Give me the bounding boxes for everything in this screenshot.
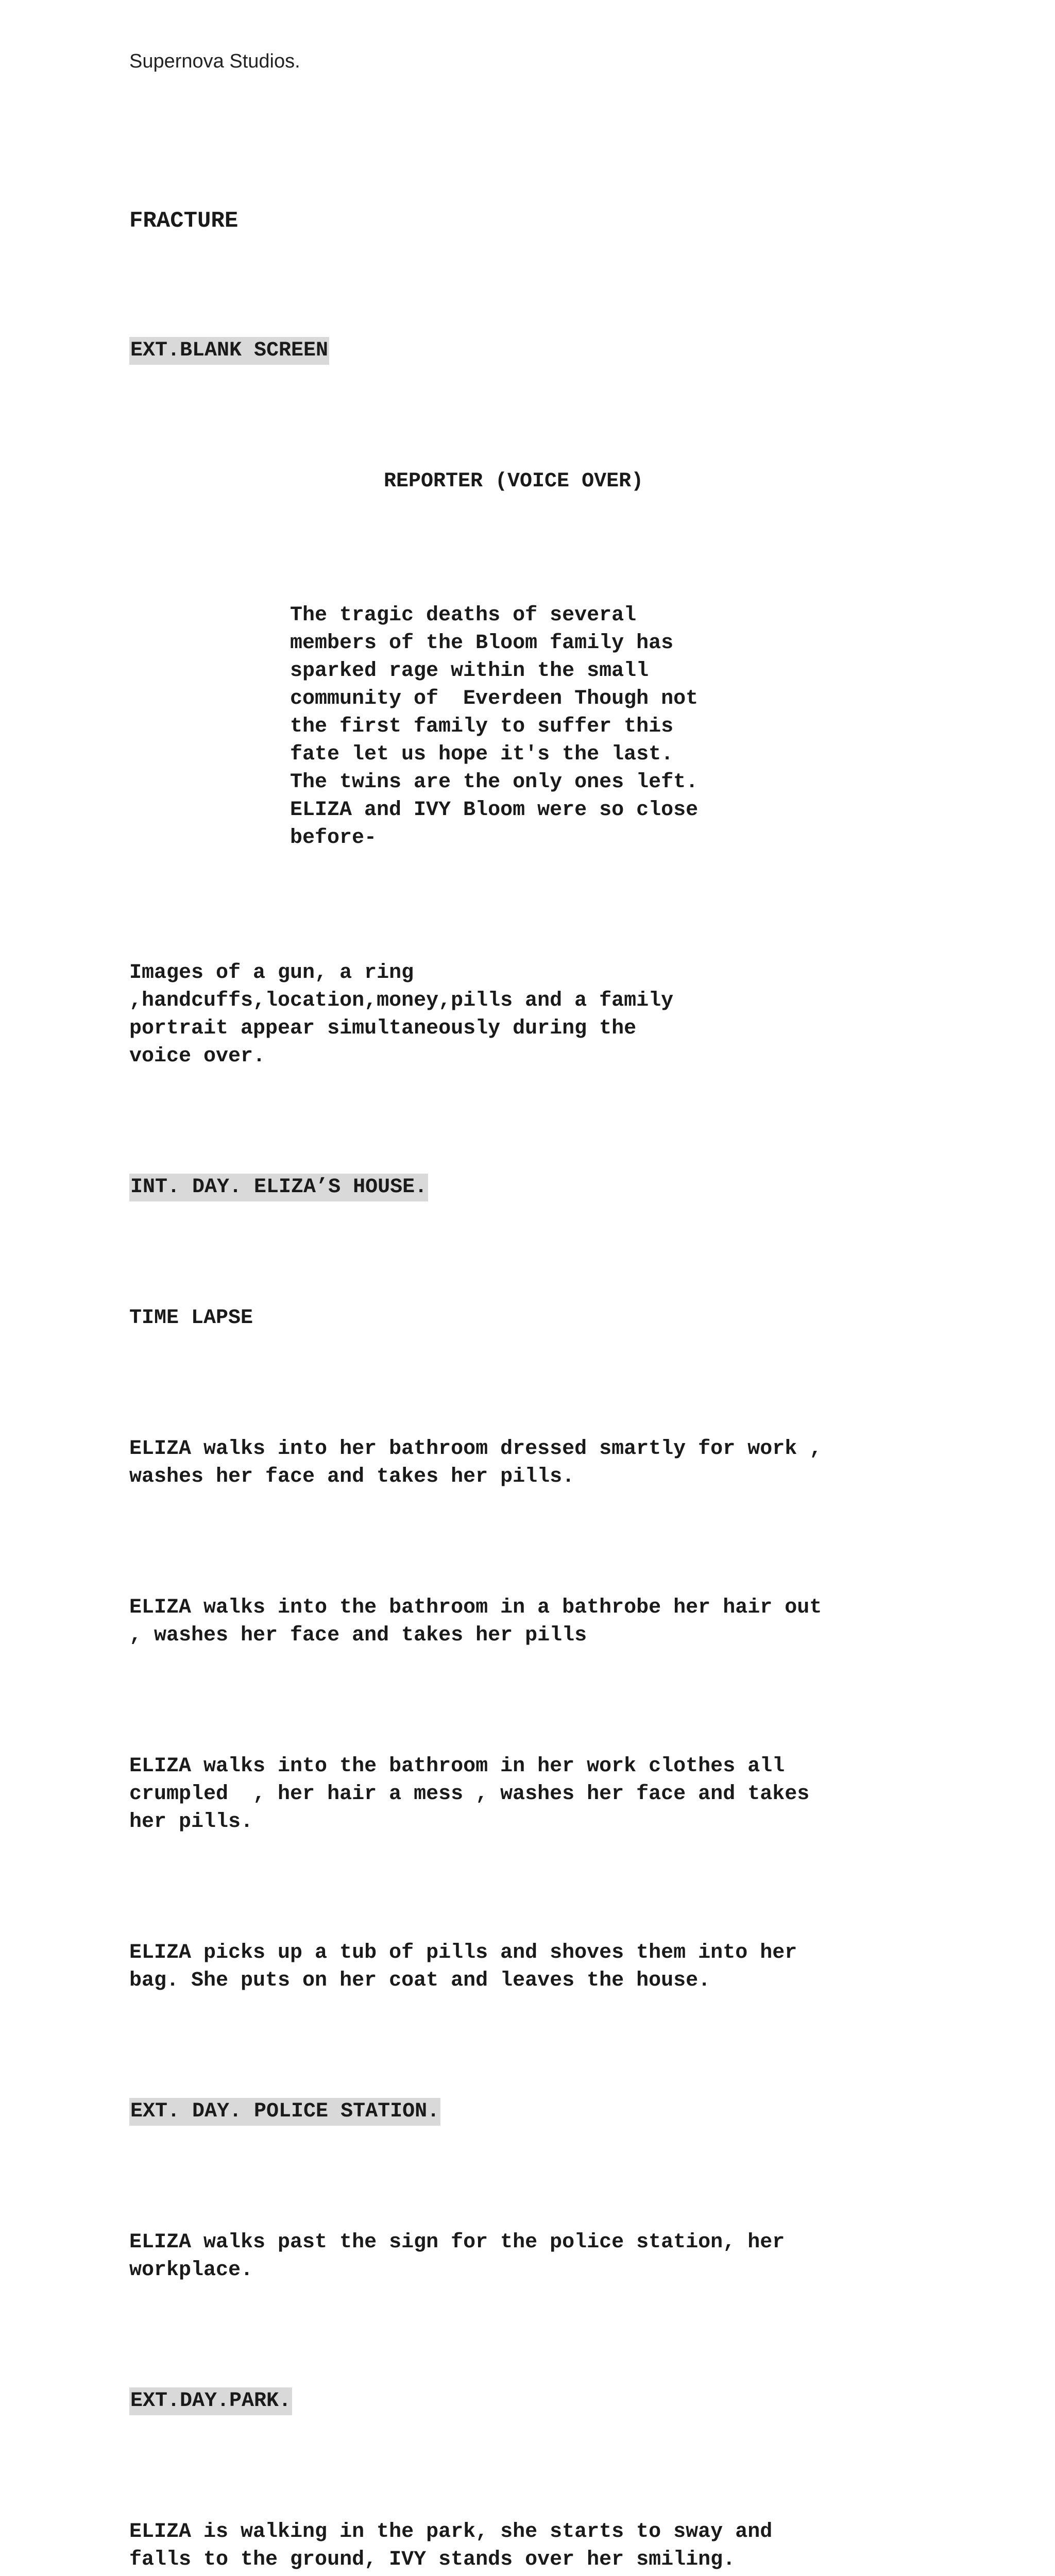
scene-heading: INT. DAY. ELIZA’S HOUSE. [129, 1174, 428, 1201]
scene-heading: EXT.DAY.PARK. [129, 2387, 292, 2415]
action-line: ELIZA is walking in the park, she starts to sway and falls to the ground, IVY stands over her smiling. [129, 2520, 773, 2571]
scene-heading: EXT.BLANK SCREEN [129, 337, 329, 365]
action-line: ELIZA picks up a tub of pills and shoves them into her bag. She puts on her coat and leaves the house. [129, 1941, 797, 1992]
character-name: REPORTER (VOICE OVER) [384, 470, 644, 493]
screenplay-body [129, 124, 912, 2576]
action-line: ELIZA walks into the bathroom in a bathrobe her hair out , washes her face and takes her pills [129, 1596, 822, 1647]
action-line: Images of a gun, a ring ,handcuffs,location,money,pills and a family portrait appear simultaneously during the voice over. [129, 961, 674, 1068]
studio-header: Supernova Studios. [129, 50, 300, 72]
action-line: ELIZA walks into her bathroom dressed smartly for work , washes her face and takes her pills. [129, 1437, 822, 1488]
action-line: TIME LAPSE [129, 1307, 253, 1330]
dialogue: The tragic deaths of several members of the Bloom family has sparked rage within the small community of Everdeen Though not the first family to suffer this fate let us hope it's the last. The twins are the only ones left. ELIZA and IVY Bloom were so close before- [290, 604, 699, 850]
action-line: ELIZA walks into the bathroom in her work clothes all crumpled , her hair a mess , washes her face and takes her pills. [129, 1755, 810, 1834]
scene-heading: EXT. DAY. POLICE STATION. [129, 2098, 440, 2126]
script-title: FRACTURE [129, 208, 239, 234]
action-line: ELIZA walks past the sign for the police station, her workplace. [129, 2231, 785, 2282]
